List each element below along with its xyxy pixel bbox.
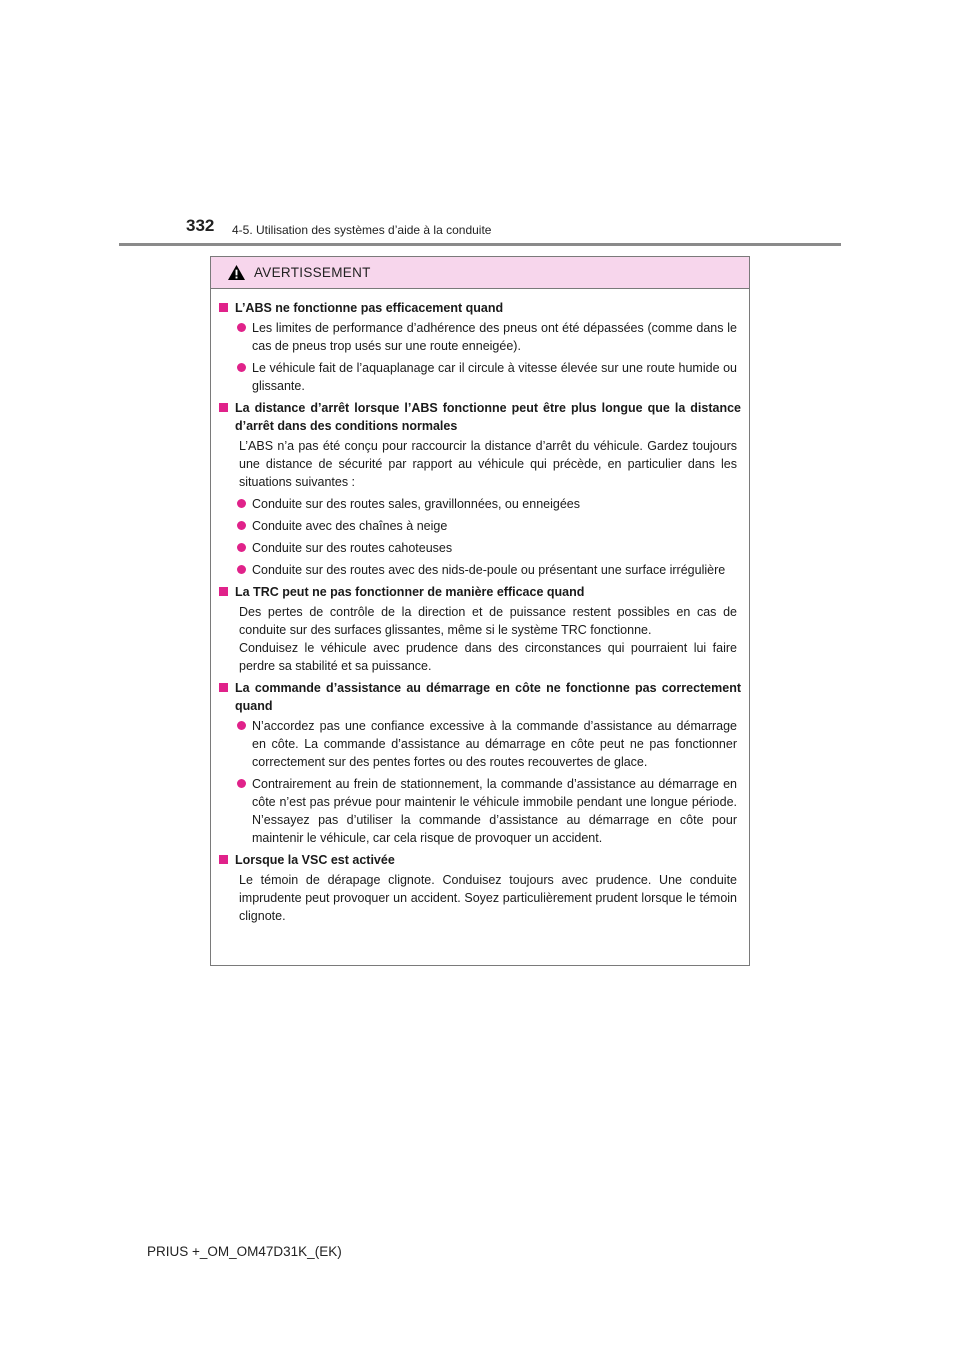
- list-item-text: Contrairement au frein de stationnement, la commande d’assistance au démarrage en côte n’est pas prévue pour maintenir le véhicule immobile pendant une longue période. N’essayez pas d’utiliser la commande d’assistance au démarrage en côte pour maintenir le véhicule, car cela risque de provoquer un accident.: [252, 777, 737, 845]
- list-item-text: Le véhicule fait de l’aquaplanage car il circule à vitesse élevée sur une route humide ou glissante.: [252, 361, 737, 393]
- list-item-text: Conduite sur des routes cahoteuses: [252, 541, 453, 555]
- warning-section-stopping-distance: [219, 399, 741, 579]
- square-bullet-icon: [219, 303, 228, 312]
- section-heading-text: La distance d’arrêt lorsque l’ABS fonctionne peut être plus longue que la distance d’arrêt dans des conditions normales: [235, 401, 741, 433]
- document-code: PRIUS +_OM_OM47D31K_(EK): [147, 1244, 342, 1259]
- list-item: [219, 539, 741, 557]
- list-item-text: Conduite avec des chaînes à neige: [252, 519, 448, 533]
- list-item-text: Les limites de performance d’adhérence des pneus ont été dépassées (comme dans le cas de pneus trop usés sur une route enneigée).: [252, 321, 737, 353]
- dot-bullet-icon: [237, 521, 246, 530]
- section-paragraph: L’ABS n’a pas été conçu pour raccourcir la distance d’arrêt du véhicule. Gardez toujours une distance de sécurité par rapport au véhicule qui précède, en particulier dans les situations suivantes :: [239, 439, 737, 489]
- list-item-text: Conduite sur des routes sales, gravillonnées, ou enneigées: [252, 497, 580, 511]
- dot-bullet-icon: [237, 499, 246, 508]
- section-heading-text: L’ABS ne fonctionne pas efficacement quand: [235, 301, 504, 315]
- list-item: [219, 495, 741, 513]
- square-bullet-icon: [219, 855, 228, 864]
- square-bullet-icon: [219, 403, 228, 412]
- dot-bullet-icon: [237, 543, 246, 552]
- section-paragraph: Des pertes de contrôle de la direction et de puissance restent possibles en cas de conduite sur des surfaces glissantes, même si le système TRC fonctionne.: [239, 605, 737, 637]
- page-number: 332: [186, 216, 215, 235]
- dot-bullet-icon: [237, 323, 246, 332]
- section-heading: [219, 399, 741, 435]
- warning-header: [211, 257, 749, 289]
- warning-section-vsc: [219, 851, 741, 925]
- section-paragraph: Conduisez le véhicule avec prudence dans des circonstances qui pourraient lui faire perdre sa stabilité et sa puissance.: [239, 641, 737, 673]
- section-heading: [219, 299, 741, 317]
- warning-section-hill-start: [219, 679, 741, 847]
- section-paragraph: Le témoin de dérapage clignote. Conduisez toujours avec prudence. Une conduite imprudente peut provoquer un accident. Soyez particulièrement prudent lorsque le témoin clignote.: [239, 873, 737, 923]
- warning-body: [211, 289, 749, 925]
- list-item: [219, 775, 741, 847]
- section-heading-text: La commande d’assistance au démarrage en côte ne fonctionne pas correctement quand: [235, 681, 741, 713]
- dot-bullet-icon: [237, 779, 246, 788]
- list-item: [219, 717, 741, 771]
- section-heading-text: Lorsque la VSC est activée: [235, 853, 395, 867]
- dot-bullet-icon: [237, 565, 246, 574]
- list-item: [219, 517, 741, 535]
- section-heading: [219, 851, 741, 869]
- section-heading-text: La TRC peut ne pas fonctionner de manière efficace quand: [235, 585, 585, 599]
- section-heading: [219, 679, 741, 715]
- warning-section-trc: [219, 583, 741, 675]
- square-bullet-icon: [219, 587, 228, 596]
- warning-box: [210, 256, 750, 966]
- dot-bullet-icon: [237, 721, 246, 730]
- warning-title: AVERTISSEMENT: [254, 265, 371, 280]
- list-item-text: Conduite sur des routes avec des nids-de-poule ou présentant une surface irrégulière: [252, 563, 726, 577]
- list-item: [219, 319, 741, 355]
- warning-triangle-icon: [227, 264, 246, 281]
- list-item: [219, 561, 741, 579]
- section-heading: [219, 583, 741, 601]
- list-item: [219, 359, 741, 395]
- header-rule: [119, 243, 841, 246]
- section-title: 4-5. Utilisation des systèmes d’aide à la conduite: [232, 223, 492, 237]
- dot-bullet-icon: [237, 363, 246, 372]
- square-bullet-icon: [219, 683, 228, 692]
- warning-section-abs: [219, 299, 741, 395]
- list-item-text: N’accordez pas une confiance excessive à la commande d’assistance au démarrage en côte. La commande d’assistance au démarrage en côte peut ne pas fonctionner correctement sur des pentes fortes ou des routes recouvertes de glace.: [252, 719, 737, 769]
